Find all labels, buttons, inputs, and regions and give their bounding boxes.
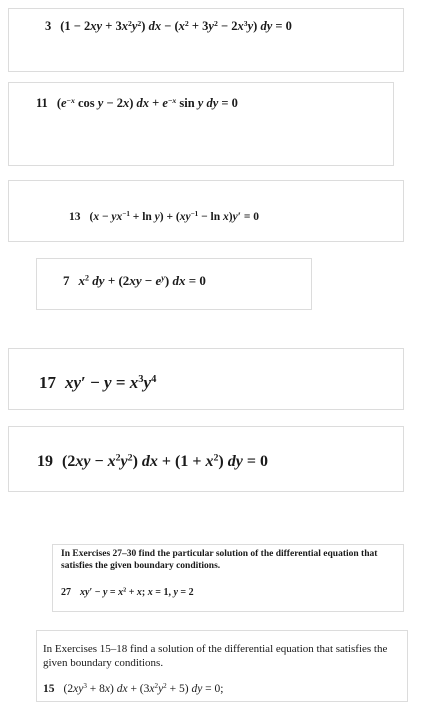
- problem-13: [69, 211, 259, 223]
- problem-19: [37, 453, 268, 471]
- problem-equation: $(x - yx^{-1} + \ln y) + (xy^{-1} - \ln x)y' = 0$: [89, 210, 260, 223]
- problem-number: 11: [36, 96, 48, 110]
- problem-card-3: [8, 8, 404, 72]
- problem-card-11: [8, 82, 394, 166]
- exercise-number: 15: [43, 683, 55, 695]
- problem-11: [36, 96, 238, 111]
- problem-equation: $(2xy - x^2y^2)$ dx + $(1 + x^2)$ dy = 0: [62, 452, 268, 470]
- exercise-27: [61, 587, 194, 598]
- problem-equation: $(1 - 2xy + 3x^2y^2)$ dx − $(x^2 + 3y^2 - 2x^3y)$ dy = 0: [60, 18, 292, 33]
- exercise-instruction: In Exercises 27–30 find the particular solution of the differential equation that satisfies the given boundary conditions.: [61, 549, 378, 571]
- exercise-card-15-18: [36, 630, 408, 702]
- exercise-instruction: In Exercises 15–18 find a solution of the differential equation that satisfies the given boundary conditions.: [43, 643, 388, 669]
- problem-equation: ($e^{-x}$ cos y − 2x) dx + $e^{-x}$ sin y dy = 0: [56, 95, 238, 110]
- problem-7: [63, 273, 206, 289]
- exercise-equation: $(2xy^3 + 8x)$ dx + $(3x^2y^2 + 5)$ dy = 0;: [63, 682, 224, 695]
- exercise-number: 27: [61, 587, 71, 598]
- problem-card-19: [8, 426, 404, 492]
- problem-equation: $x^2$ dy + $(2xy - e^y)$ dx = 0: [78, 273, 206, 288]
- problem-number: 7: [63, 273, 70, 288]
- problem-number: 17: [39, 373, 56, 392]
- problem-card-17: [8, 348, 404, 410]
- problem-card-13: [8, 180, 404, 242]
- problem-card-7: [36, 258, 312, 310]
- problem-17: [39, 373, 156, 393]
- problem-number: 19: [37, 453, 53, 470]
- problem-equation: $xy' - y = x^3y^4$: [65, 373, 157, 392]
- exercise-15: [43, 683, 223, 695]
- exercise-equation: $xy' - y = x^2 + x$; x = 1, y = 2: [80, 586, 194, 598]
- exercise-card-27-30: [52, 544, 404, 612]
- problem-3: [45, 19, 292, 34]
- problem-number: 13: [69, 211, 81, 223]
- problem-number: 3: [45, 19, 52, 33]
